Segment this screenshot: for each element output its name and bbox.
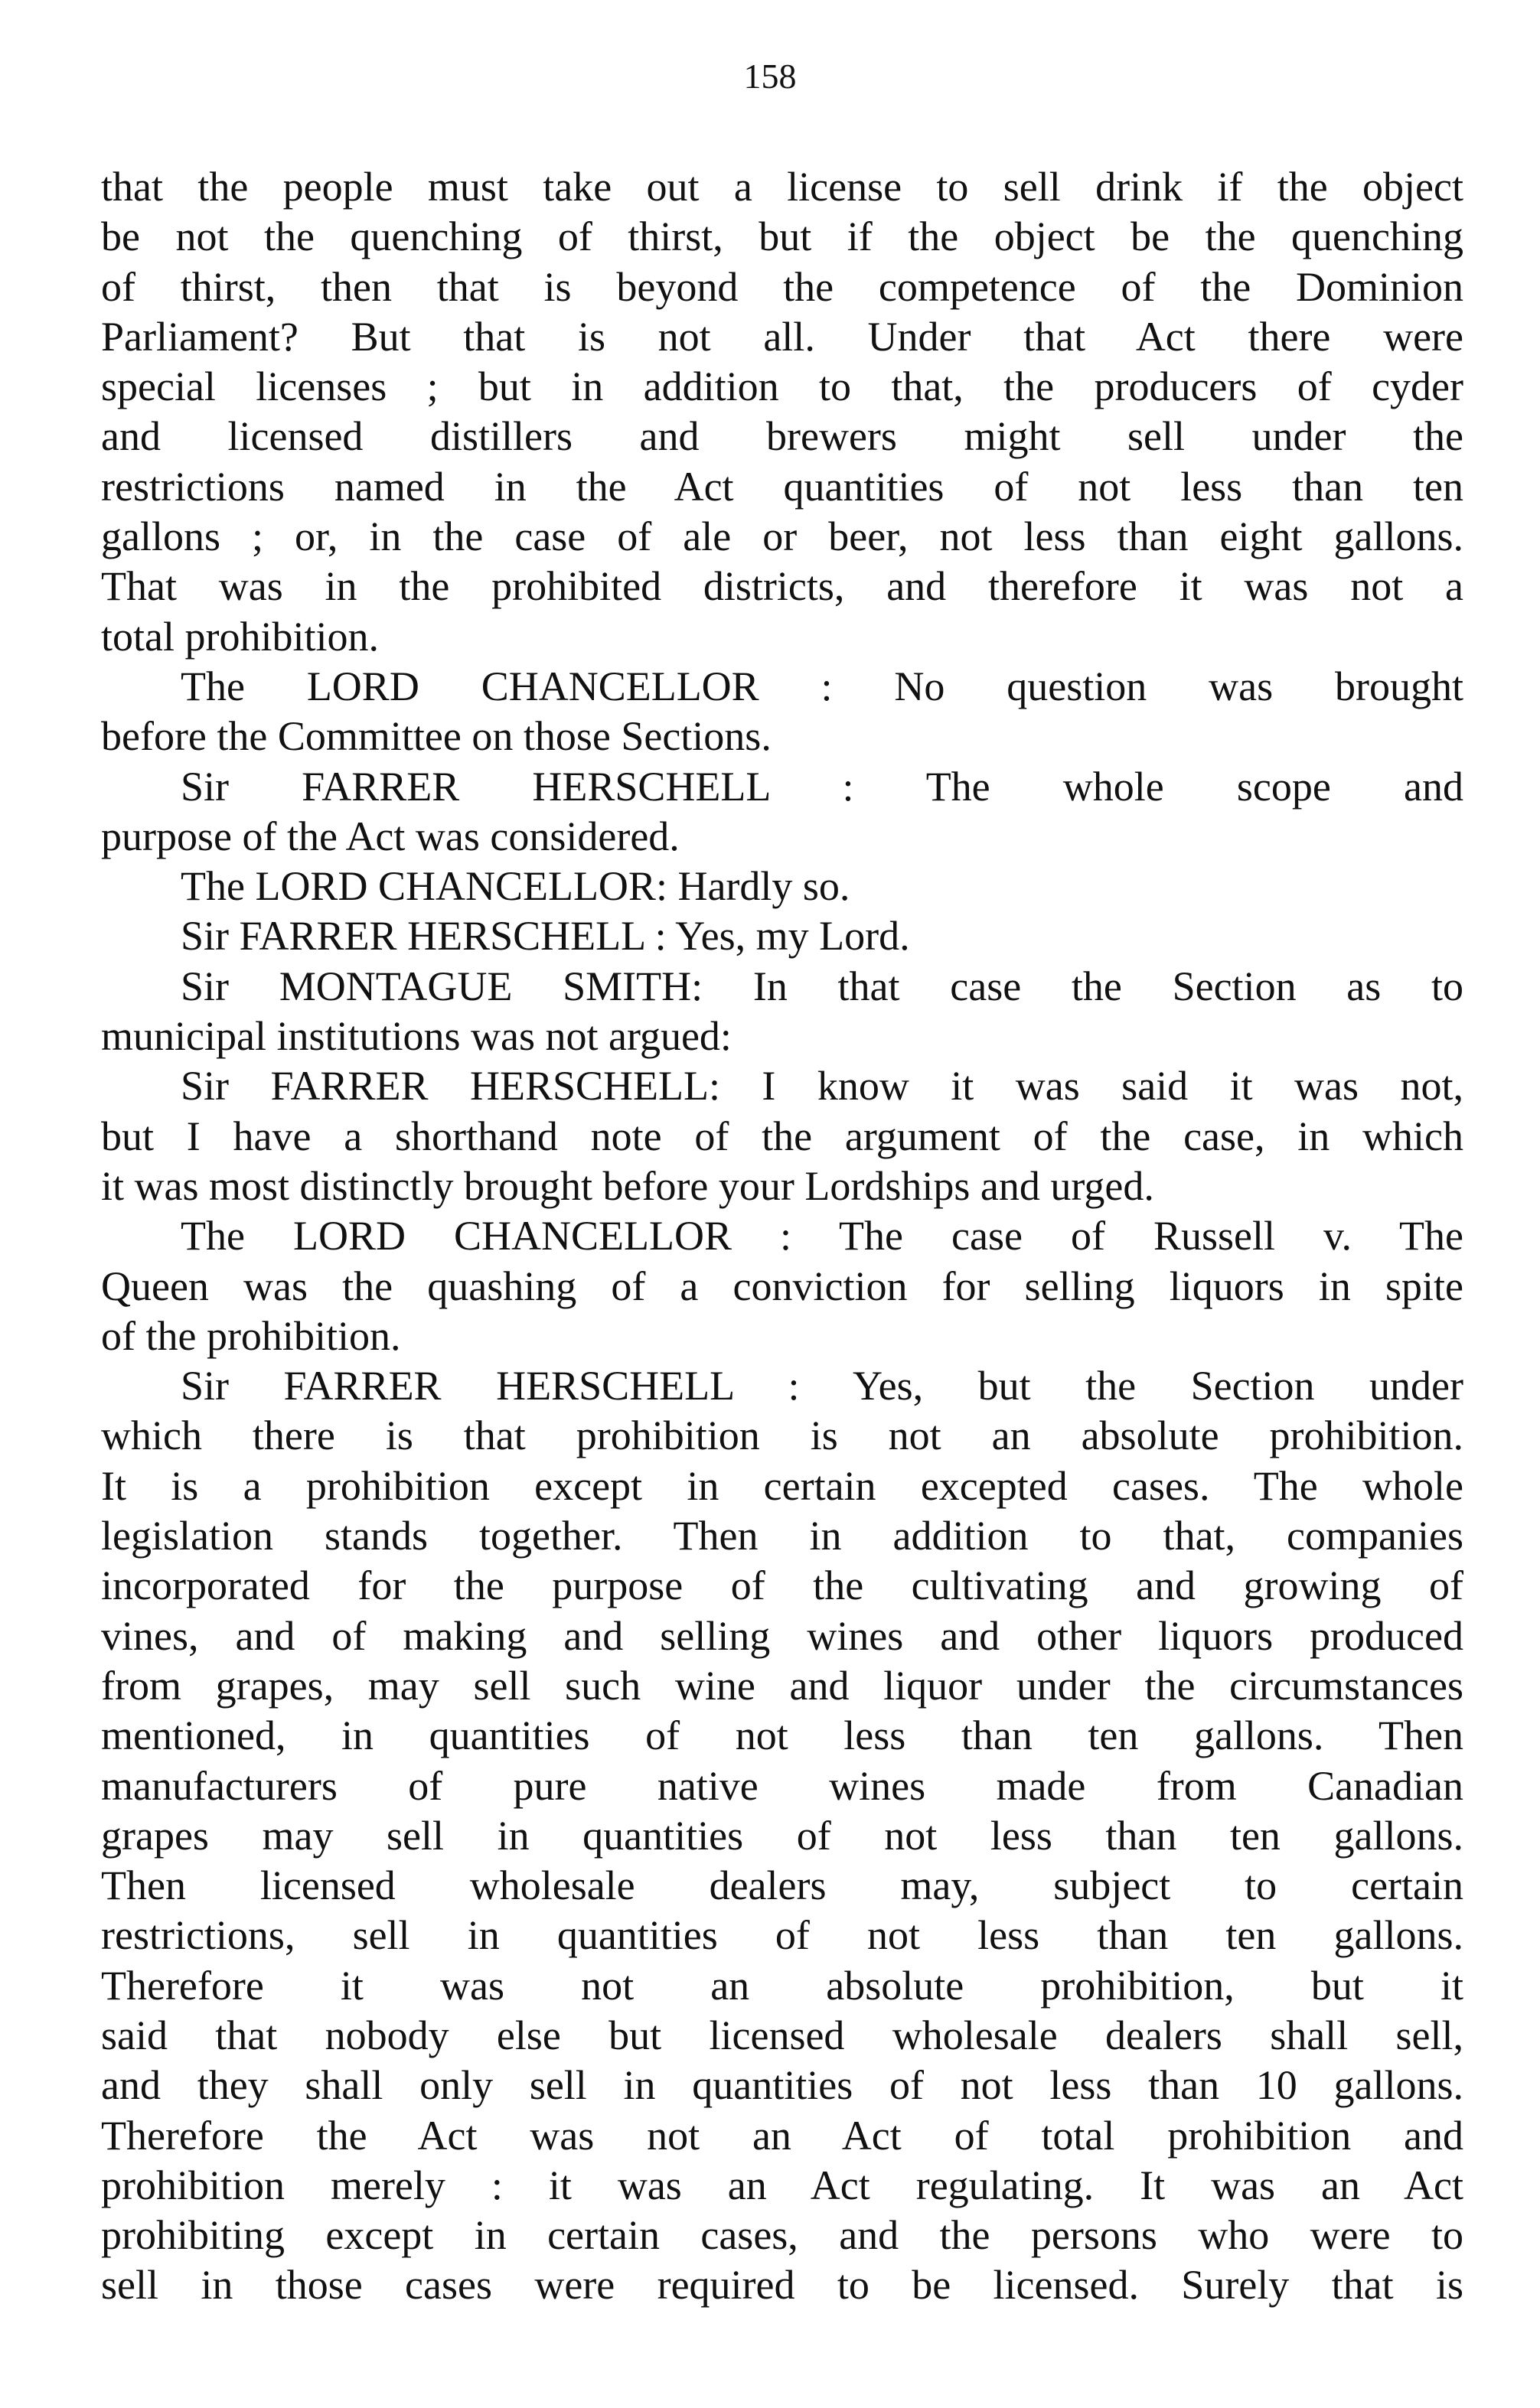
text-line: The LORD CHANCELLOR : The case of Russell v. The [181, 1213, 1463, 1259]
text-line: It is a prohibition except in certain excepted cases. The whole [101, 1462, 1463, 1509]
text-line: Sir FARRER HERSCHELL : Yes, my Lord. [181, 913, 910, 960]
text-line: and they shall only sell in quantities of not less than 10 gallons. [101, 2062, 1463, 2109]
text-line: manufacturers of pure native wines made from Canadian [101, 1762, 1463, 1809]
text-line: restrictions, sell in quantities of not less than ten gallons. [101, 1912, 1463, 1959]
text-line: from grapes, may sell such wine and liquor under the circumstances [101, 1662, 1463, 1709]
text-line: gallons ; or, in the case of ale or beer, not less than eight gallons. [101, 513, 1463, 560]
text-line: prohibiting except in certain cases, and the persons who were to [101, 2212, 1463, 2259]
text-line: special licenses ; but in addition to that, the producers of cyder [101, 363, 1463, 410]
text-line: be not the quenching of thirst, but if the object be the quenching [101, 213, 1463, 260]
text-line: incorporated for the purpose of the cultivating and growing of [101, 1562, 1463, 1609]
text-line: The LORD CHANCELLOR : No question was brought [181, 663, 1463, 709]
text-line: of thirst, then that is beyond the competence of the Dominion [101, 263, 1463, 310]
body-text [101, 162, 1463, 2311]
text-line: it was most distinctly brought before your Lordships and urged. [101, 1162, 1154, 1209]
text-line: Then licensed wholesale dealers may, subject to certain [101, 1862, 1463, 1909]
text-line: that the people must take out a license to sell drink if the object [101, 164, 1463, 210]
text-line: of the prohibition. [101, 1312, 401, 1359]
text-line: The LORD CHANCELLOR: Hardly so. [181, 863, 850, 910]
text-line: vines, and of making and selling wines and other liquors produced [101, 1612, 1463, 1659]
text-line: Parliament? But that is not all. Under that Act there were [101, 313, 1463, 360]
text-line: before the Committee on those Sections. [101, 713, 772, 760]
text-line: and licensed distillers and brewers might sell under the [101, 413, 1463, 460]
text-line: Therefore the Act was not an Act of total prohibition and [101, 2112, 1463, 2159]
text-line: That was in the prohibited districts, and therefore it was not a [101, 563, 1463, 610]
text-line: prohibition merely : it was an Act regulating. It was an Act [101, 2162, 1463, 2208]
text-line: said that nobody else but licensed wholesale dealers shall sell, [101, 2012, 1463, 2058]
text-line: sell in those cases were required to be licensed. Surely that is [101, 2262, 1463, 2309]
text-line: legislation stands together. Then in addition to that, companies [101, 1513, 1463, 1559]
text-line: Sir FARRER HERSCHELL : The whole scope and [181, 763, 1463, 810]
text-line: total prohibition. [101, 613, 379, 660]
page-number: 158 [743, 57, 797, 96]
text-line: mentioned, in quantities of not less than ten gallons. Then [101, 1712, 1463, 1759]
text-line: municipal institutions was not argued: [101, 1013, 732, 1060]
text-line: Queen was the quashing of a conviction for selling liquors in spite [101, 1263, 1463, 1309]
text-line: Therefore it was not an absolute prohibition, but it [101, 1962, 1463, 2009]
text-line: purpose of the Act was considered. [101, 813, 680, 859]
text-line: grapes may sell in quantities of not less than ten gallons. [101, 1812, 1463, 1859]
text-line: which there is that prohibition is not an absolute prohibition. [101, 1413, 1463, 1459]
text-line: Sir FARRER HERSCHELL: I know it was said it was not, [181, 1063, 1463, 1110]
text-line: Sir FARRER HERSCHELL : Yes, but the Section under [181, 1363, 1463, 1409]
text-line: restrictions named in the Act quantities of not less than ten [101, 463, 1463, 510]
text-line: but I have a shorthand note of the argument of the case, in which [101, 1113, 1463, 1159]
text-line: Sir MONTAGUE SMITH: In that case the Section as to [181, 963, 1463, 1009]
